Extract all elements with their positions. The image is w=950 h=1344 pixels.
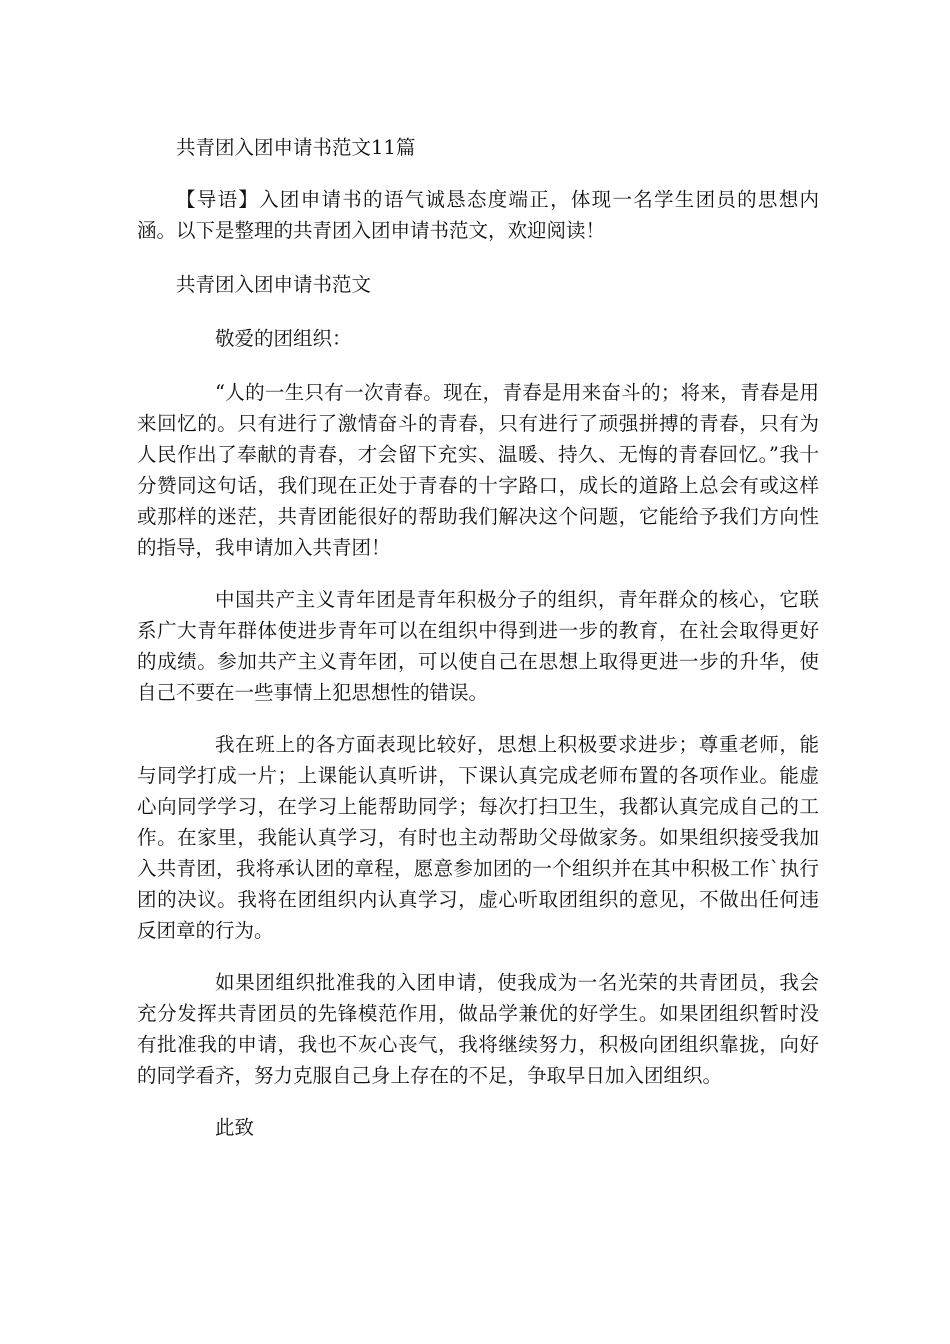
document-title: 共青团入团申请书范文11篇 (176, 136, 416, 159)
body-paragraph-3: 我在班上的各方面表现比较好，思想上积极要求进步；尊重老师，能与同学打成一片；上课能认真听讲，下课认真完成老师布置的各项作业。能虚心向同学学习，在学习上能帮助同学；每次打扫卫生，我都认真完成自己的工作。在家里，我能认真学习，有时也主动帮助父母做家务。如果组织接受我加入共青团，我将承认团的章程，愿意参加团的一个组织并在其中积极工作`执行团的决议。我将在团组织内认真学习，虚心听取团组织的意见，不做出任何违反团章的行为。 (137, 733, 819, 942)
body-paragraph-2: 中国共产主义青年团是青年积极分子的组织，青年群众的核心，它联系广大青年群体使进步青年可以在组织中得到进一步的教育，在社会取得更好的成绩。参加共产主义青年团，可以使自己在思想上取得更进一步的升华，使自己不要在一些事情上犯思想性的错误。 (137, 588, 819, 704)
salutation: 敬爱的团组织： (215, 327, 352, 350)
body-paragraph-4: 如果团组织批准我的入团申请，使我成为一名光荣的共青团员，我会充分发挥共青团员的先锋模范作用，做品学兼优的好学生。如果团组织暂时没有批准我的申请，我也不灰心丧气，我将继续努力，积极向团组织靠拢，向好的同学看齐，努力克服自己身上存在的不足，争取早日加入团组织。 (137, 971, 819, 1087)
section-subtitle: 共青团入团申请书范文 (176, 273, 372, 296)
closing: 此致 (215, 1116, 255, 1139)
body-paragraph-1: “人的一生只有一次青春。现在，青春是用来奋斗的；将来，青春是用来回忆的。只有进行了激情奋斗的青春，只有进行了顽强拼搏的青春，只有为人民作出了奉献的青春，才会留下充实、温暖、持久、无悔的青春回忆。”我十分赞同这句话，我们现在正处于青春的十字路口，成长的道路上总会有或这样或那样的迷茫，共青团能很好的帮助我们解决这个问题，它能给予我们方向性的指导，我申请加入共青团！ (137, 381, 819, 559)
intro-paragraph: 【导语】入团申请书的语气诚恳态度端正，体现一名学生团员的思想内涵。以下是整理的共青团入团申请书范文，欢迎阅读！ (137, 188, 819, 242)
document-page (137, 132, 819, 1164)
